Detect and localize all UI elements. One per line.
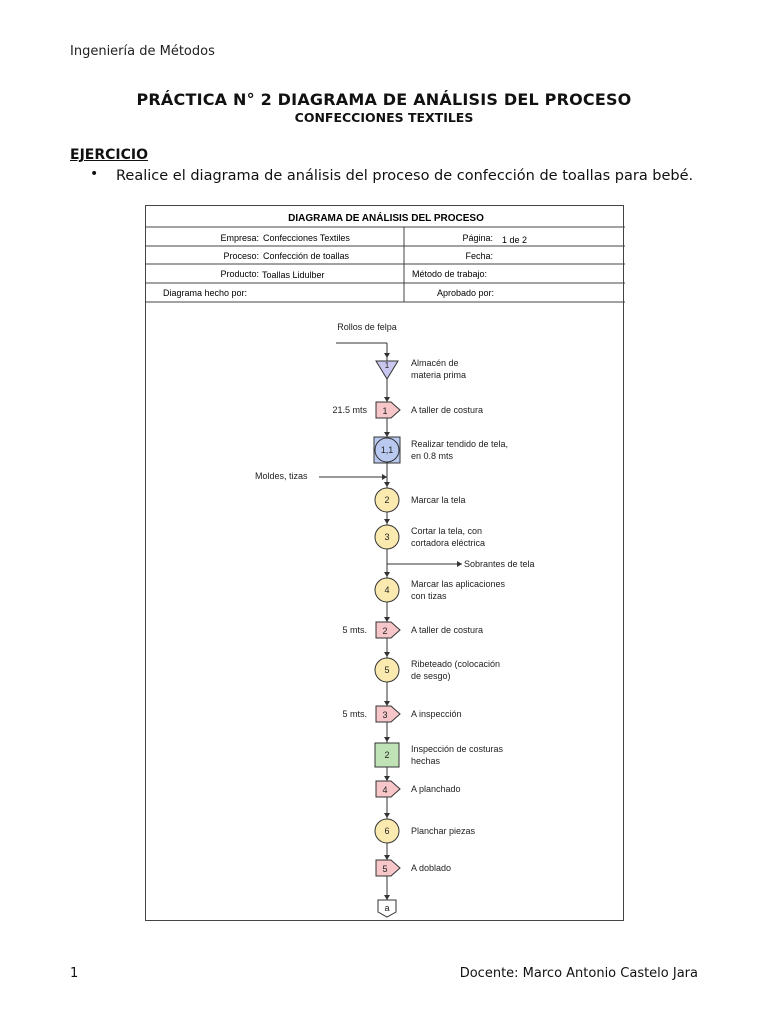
page-number: 1 xyxy=(70,966,79,981)
step-description: de sesgo) xyxy=(411,671,451,681)
storage-number: 1 xyxy=(384,361,390,370)
transport-number: 4 xyxy=(382,785,388,795)
step-description: Inspección de costuras xyxy=(411,744,504,754)
step-description: Planchar piezas xyxy=(411,826,476,836)
operation-number: 6 xyxy=(384,826,390,836)
transport-number: 1 xyxy=(382,406,388,416)
step-description: Realizar tendido de tela, xyxy=(411,439,509,449)
step-description: Marcar la tela xyxy=(411,495,466,505)
step-description: A planchado xyxy=(411,784,461,794)
process-chart-sheet xyxy=(145,205,624,921)
operation-number: 5 xyxy=(384,665,390,675)
metodo-label: Método de trabajo: xyxy=(412,269,488,279)
pagina-value: 1 de 2 xyxy=(502,235,528,245)
step-description: Ribeteado (colocación xyxy=(411,659,501,669)
proceso-value: Confección de toallas xyxy=(263,251,350,261)
transport-arrow-icon xyxy=(376,622,400,638)
section-heading: EJERCICIO xyxy=(70,147,148,163)
hecho-label: Diagrama hecho por: xyxy=(162,288,247,298)
step-description: Marcar las aplicaciones xyxy=(411,579,506,589)
producto-value: Toallas Lidulber xyxy=(262,270,325,280)
step-description: A doblado xyxy=(411,863,452,873)
step-description: A taller de costura xyxy=(411,405,484,415)
page-subtitle: CONFECCIONES TEXTILES xyxy=(294,110,474,125)
operation-number: 2 xyxy=(384,495,390,505)
combined-number: 1,1 xyxy=(380,445,394,455)
connector-label: a xyxy=(384,903,390,913)
transport-number: 2 xyxy=(382,626,388,636)
process-chart-svg xyxy=(146,206,625,922)
task-text: Realice el diagrama de análisis del proceso de confección de toallas para bebé. xyxy=(116,168,694,184)
transport-arrow-icon xyxy=(376,860,400,876)
step-distance: 5 mts. xyxy=(342,625,367,635)
aprobado-label: Aprobado por: xyxy=(436,288,494,298)
output-side-label: Sobrantes de tela xyxy=(464,559,535,569)
producto-label: Producto: xyxy=(220,269,259,279)
empresa-label: Empresa: xyxy=(220,233,259,243)
input-top-label: Rollos de felpa xyxy=(337,322,397,332)
fecha-label: Fecha: xyxy=(465,251,493,261)
step-distance: 5 mts. xyxy=(342,709,367,719)
page-title: PRÁCTICA N° 2 DIAGRAMA DE ANÁLISIS DEL PROCESO xyxy=(136,90,632,109)
step-description: con tizas xyxy=(411,591,447,601)
step-description: en 0.8 mts xyxy=(411,451,454,461)
transport-arrow-icon xyxy=(376,781,400,797)
transport-number: 5 xyxy=(382,864,388,874)
step-description: Almacén de xyxy=(411,358,459,368)
step-description: materia prima xyxy=(411,370,467,380)
transport-number: 3 xyxy=(382,710,388,720)
transport-arrow-icon xyxy=(376,402,400,418)
sheet-title: DIAGRAMA DE ANÁLISIS DEL PROCESO xyxy=(288,213,484,224)
transport-arrow-icon xyxy=(376,706,400,722)
step-description: A taller de costura xyxy=(411,625,484,635)
step-description: cortadora eléctrica xyxy=(411,538,486,548)
teacher-name: Docente: Marco Antonio Castelo Jara xyxy=(459,966,698,981)
course-header: Ingeniería de Métodos xyxy=(70,44,215,59)
empresa-value: Confecciones Textiles xyxy=(263,233,350,243)
step-description: hechas xyxy=(411,756,441,766)
bullet-icon: • xyxy=(90,166,99,182)
input-side-label: Moldes, tizas xyxy=(255,471,308,481)
inspection-number: 2 xyxy=(384,750,390,760)
step-distance: 21.5 mts xyxy=(332,405,367,415)
step-description: Cortar la tela, con xyxy=(411,526,483,536)
operation-number: 3 xyxy=(384,532,390,542)
pagina-label: Página: xyxy=(462,233,493,243)
flow-diagram xyxy=(255,322,535,917)
operation-number: 4 xyxy=(384,585,390,595)
proceso-label: Proceso: xyxy=(223,251,259,261)
step-description: A inspección xyxy=(411,709,462,719)
